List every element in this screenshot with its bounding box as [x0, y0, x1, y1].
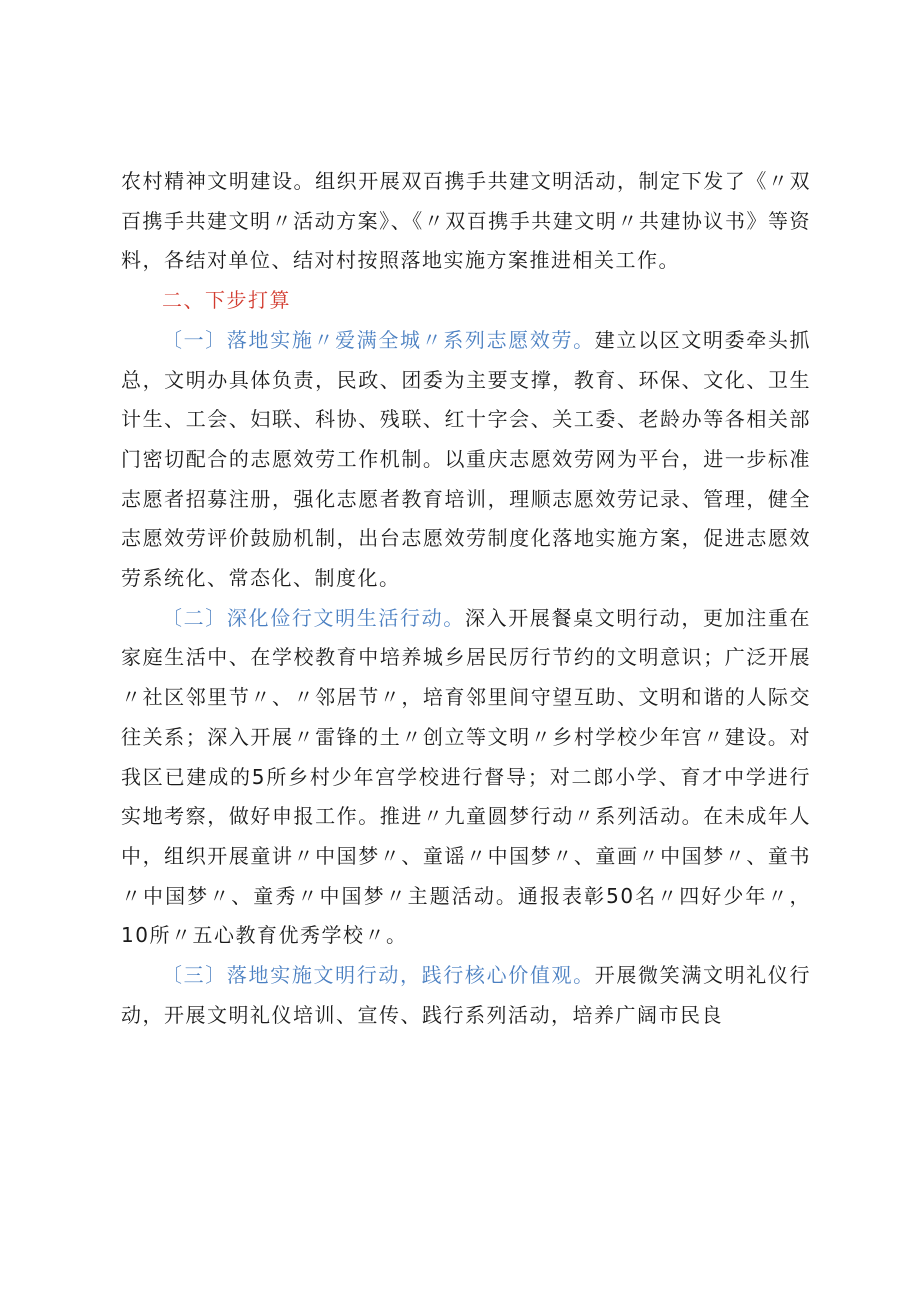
item-body-3: 开展微笑满文明礼仪行动，开展文明礼仪培训、宣传、践行系列活动，培养广阔市民良: [121, 963, 812, 1027]
section-heading: 二、下步打算: [162, 288, 291, 313]
paragraph-item-2: [121, 599, 811, 956]
paragraph-item-1: [121, 321, 811, 599]
item-body-1: 建立以区文明委牵头抓总，文明办具体负责，民政、团委为主要支撑，教育、环保、文化、卫生计生、工会、妇联、科协、残联、红十字会、关工委、老龄办等各相关部门密切配合的志愿效劳工作机制。以重庆志愿效劳网为平台，进一步标准志愿者招募注册，强化志愿者教育培训，理顺志愿效劳记录、管理，健全志愿效劳评价鼓励机制，出台志愿效劳制度化落地实施方案，促进志愿效劳系统化、常态化、制度化。: [121, 327, 812, 591]
paragraph-continued: 农村精神文明建设。组织开展双百携手共建文明活动，制定下发了《〃双百携手共建文明〃活动方案》、《〃双百携手共建文明〃共建协议书》等资料，各结对单位、结对村按照落地实施方案推进相关工作。: [121, 169, 811, 273]
item-heading-2: 〔二〕深化俭行文明生活行动。: [162, 605, 465, 630]
paragraph-item-3: [121, 956, 811, 1035]
document-body: [121, 162, 811, 1035]
item-body-2: 深入开展餐桌文明行动，更加注重在家庭生活中、在学校教育中培养城乡居民厉行节约的文明意识；广泛开展〃社区邻里节〃、〃邻居节〃，培育邻里间守望互助、文明和谐的人际交往关系；深入开展〃雷锋的土〃创立等文明〃乡村学校少年宫〃建设。对我区已建成的5所乡村少年宫学校进行督导；对二郎小学、育才中学进行实地考察，做好申报工作。推进〃九童圆梦行动〃系列活动。在未成年人中，组织开展童讲〃中国梦〃、童谣〃中国梦〃、童画〃中国梦〃、童书〃中国梦〃、童秀〃中国梦〃主题活动。通报表彰50名〃四好少年〃，10所〃五心教育优秀学校〃。: [121, 605, 812, 948]
item-heading-1: 〔一〕落地实施〃爱满全城〃系列志愿效劳。: [162, 327, 595, 352]
item-heading-3: 〔三〕落地实施文明行动，践行核心价值观。: [162, 963, 595, 988]
